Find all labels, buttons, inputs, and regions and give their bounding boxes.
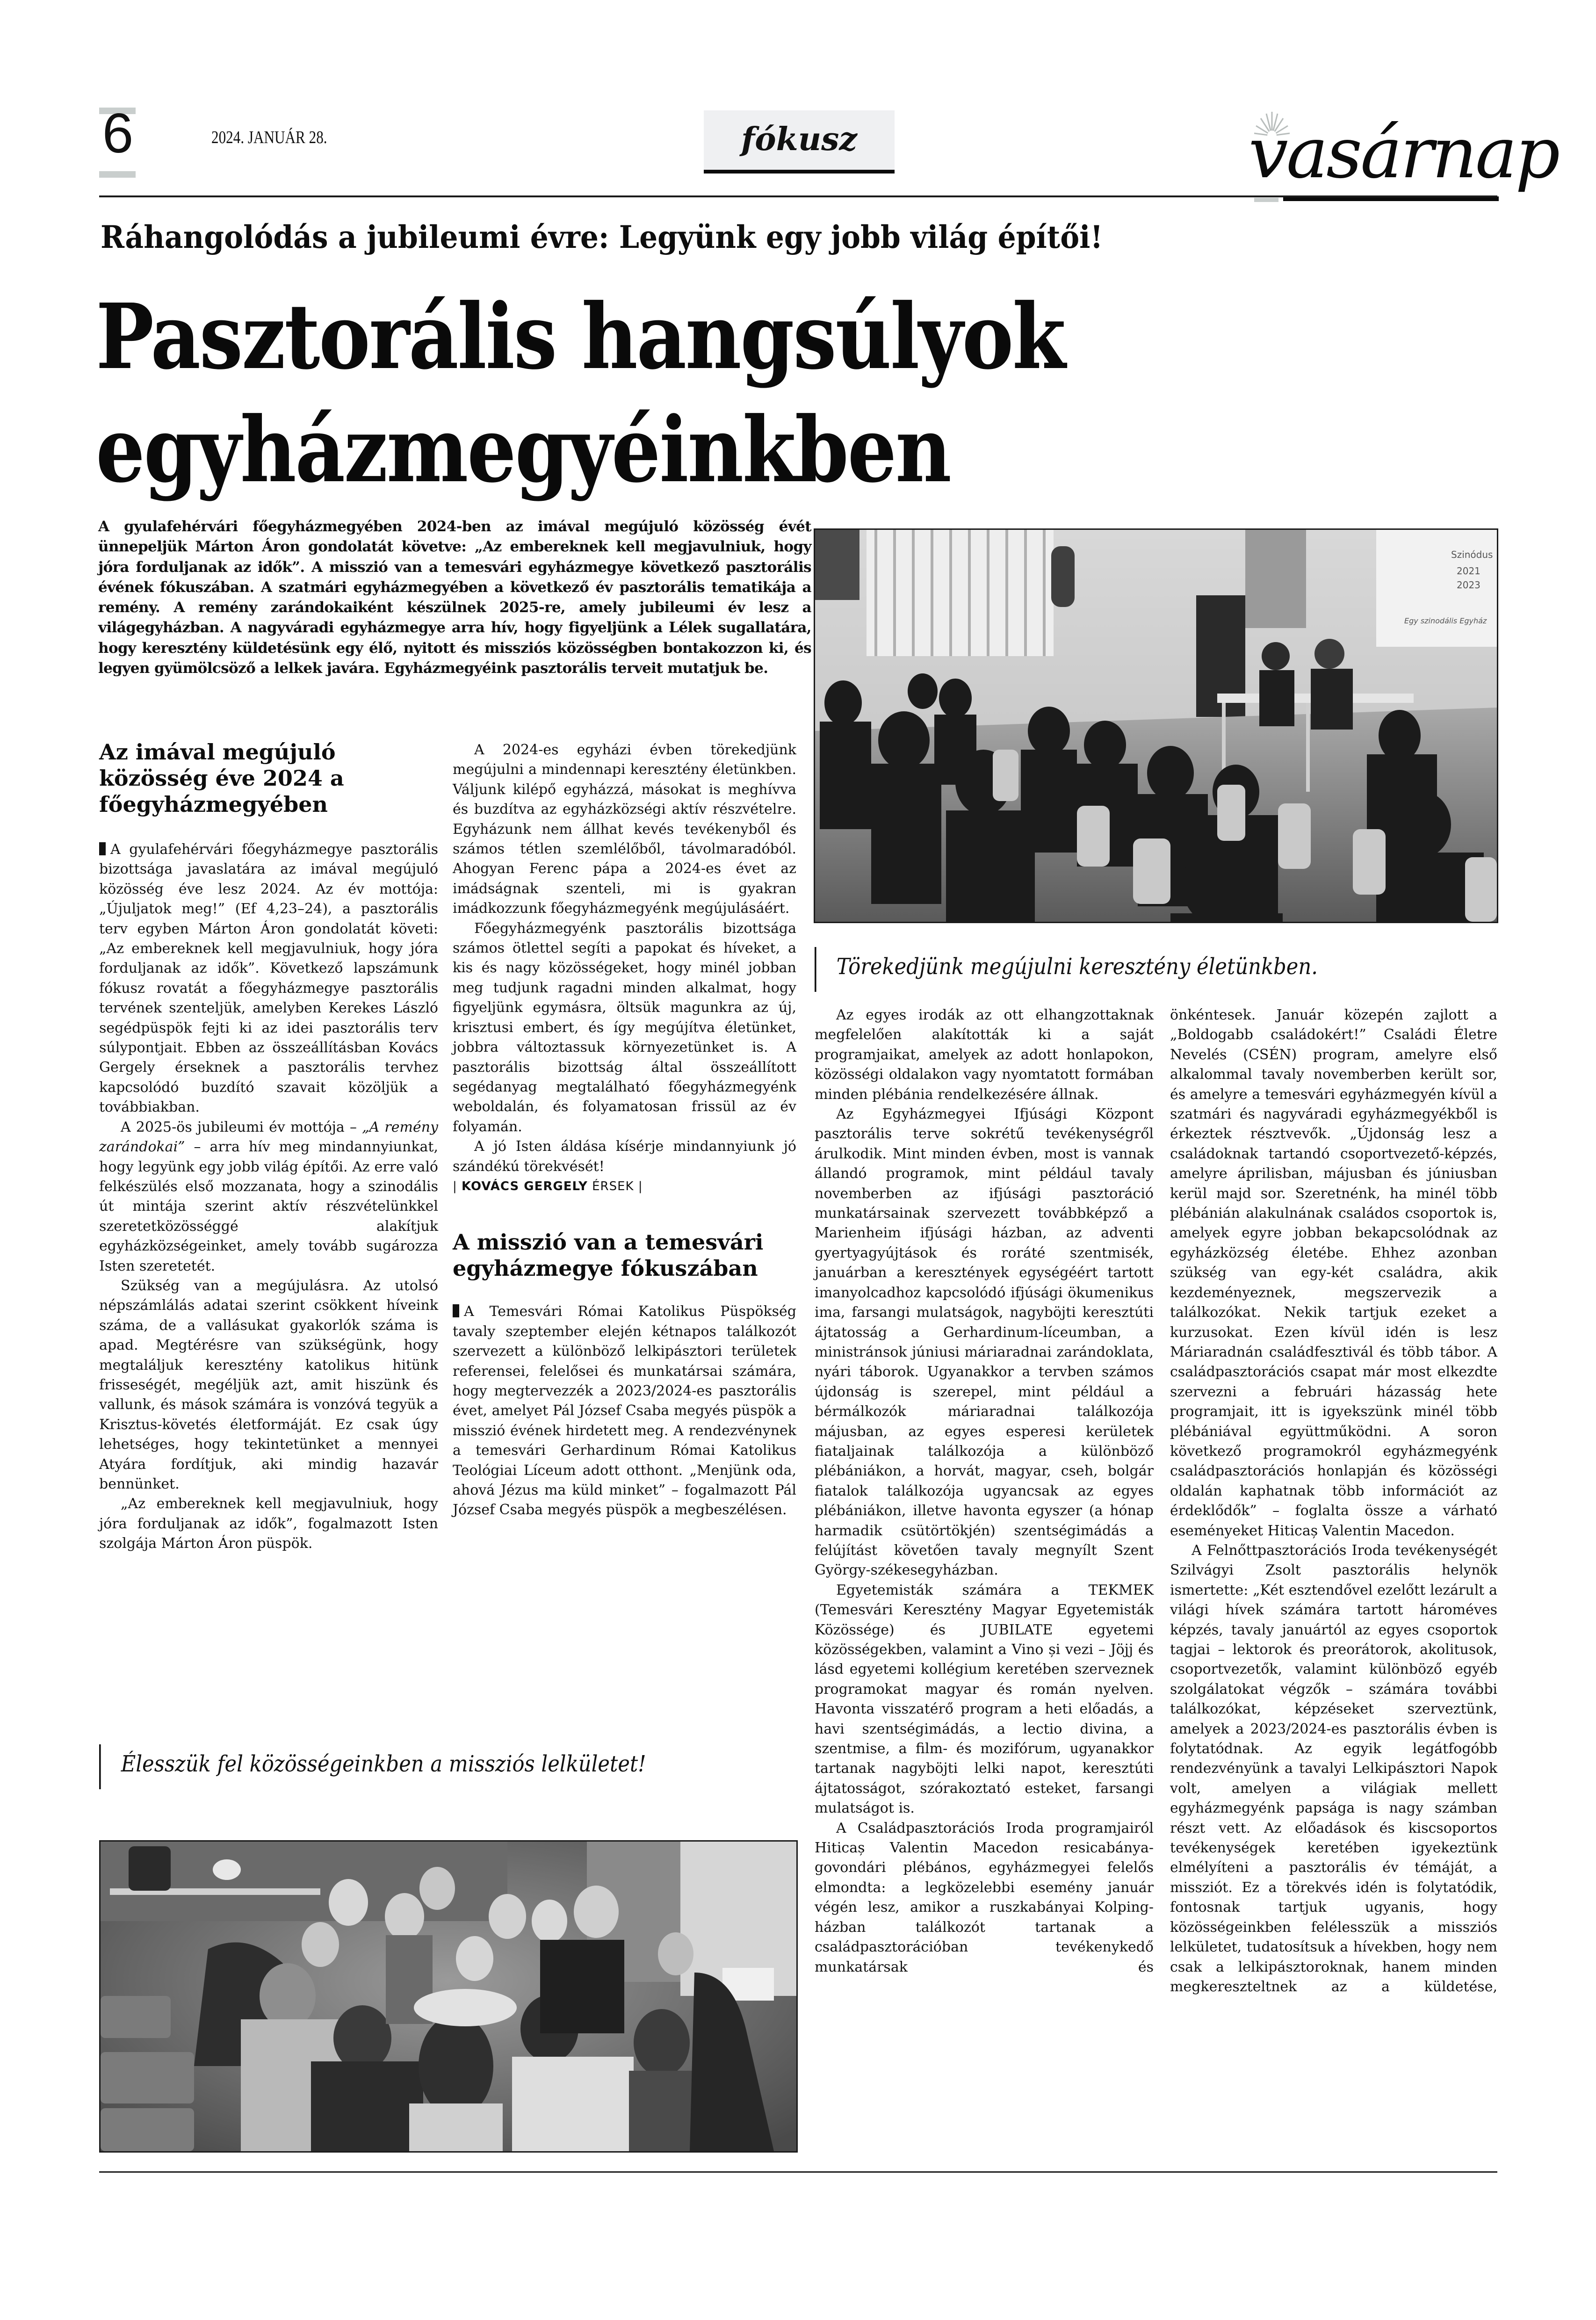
paragraph: Az egyes irodák az ott elhangzottaknak megfelelően alakították ki a saját programjaikat, amelyek az adott honlapokon, közösségi oldalakon vagy nyomtatott formában minden plébánia rendelkezésére állnak.: [815, 1007, 1154, 1103]
headline-line-1: Pasztorális hangsúlyok: [96, 284, 1065, 390]
publication-logo: [1244, 110, 1559, 203]
article-kicker: Ráhangolódás a jubileumi évre: Legyünk egy jobb világ építői!: [101, 219, 1103, 255]
logo-grey-bar: [1254, 198, 1278, 202]
headline-line-2: egyházmegyéinkben: [96, 398, 951, 503]
header-rule: [99, 195, 1497, 197]
paragraph-marker: [453, 1304, 459, 1317]
section-heading-temesvar: A misszió van a temesvári egyházmegye fókuszában: [453, 1229, 764, 1281]
paragraph: A Családpasztorációs Iroda programjairól Hiticaș Valentin Macedon resicabánya-govondári plébános, egyházmegyei felelős elmondta: a legközelebbi esemény január végén lesz, amikor a ruszkabányai Kolping-házban találkozót tartanak a családpasztorációban tevékenykedő munkatársak és: [815, 1820, 1154, 1975]
section-label: [704, 110, 895, 173]
paragraph-marker: [99, 842, 106, 855]
paragraph: Szükség van a megújulásra. Az utolsó népszámlálás adatai szerint csökkent híveink száma, de a vallásukat gyakorlók száma is apad. Megtérésre van szükségünk, hogy megtaláljuk keresztény katolikus hitünk frisseségét, megéljük azt, amit hiszünk és vallunk, és mások számára is vonzóvá tegyük a Krisztus-követés életformáját. Ez csak úgy lehetséges, hogy tekintetünket a mennyei Atyára fordítjuk, aki mindig hazavár bennünket.: [99, 1277, 438, 1492]
svg-text:Egy szinodális Egyház: Egy szinodális Egyház: [1404, 616, 1487, 625]
author-title: ÉRSEK: [592, 1179, 634, 1193]
column-3: [815, 1005, 1154, 1977]
paragraph: „Az embereknek kell megjavulniuk, hogy jóra forduljanak az idők”, fogalmazott Isten szolgája Márton Áron püspök.: [99, 1496, 438, 1552]
byline: | KOVÁCS GERGELY ÉRSEK |: [453, 1179, 643, 1193]
article-lead: A gyulafehérvári főegyházmegyében 2024-ben az imával megújuló közösség évét ünnepeljük Márton Áron gondolatát követve: „Az embereknek kell megjavulniuk, hogy jóra forduljanak az idők”. A misszió van a temesvári egyházmegye következő pasztorális évének fókuszában. A szatmári egyházmegyében a következő év pasztorális tematikája a remény. A remény zarándokaiként készülnek 2025-re, amely jubileumi év lesz a világegyházban. A nagyváradi egyházmegye arra hív, hogy figyeljünk a Lélek sugallatára, hogy keresztény küldetésünk egy élő, nyitott és missziós közösségben bontakozzon ki, és legyen gyümölcsöző a lelkek javára. Egyházmegyéink pasztorális terveit mutatjuk be.: [98, 518, 811, 677]
paragraph: A gyulafehérvári főegyházmegye pasztorális bizottsága javaslatára az imával megújuló közösség éve lesz 2024. Az év mottója: „Újuljatok meg!” (Ef 4,23–24), a pasztorális terv egyben Márton Áron gondolatát követi: „Az embereknek kell megjavulniuk, hogy jóra forduljanak az idők”. Következő lapszámunk fókusz rovatát a főegyházmegye pasztorális tervének szenteljük, amelyben Kerekes László segédpüspök fejti ki az idei pasztorális terv súlypontjait. Ebben az összeállításban Kovács Gergely érseknek a pasztorális tervhez kapcsolódó buzdító szavait közöljük a továbbiakban.: [99, 841, 438, 1116]
paragraph: A Felnőttpasztorációs Iroda tevékenységét Szilvágyi Zsolt pasztorális helynök ismertette: „Két esztendővel ezelőtt lezárult a világi hívek számára tartott hároméves képzés, tavaly januártól az egyes csoportok tagjai – lektorok és preorátorok, akolitusok, csoportvezetők, valamint különböző egyéb szolgálatokat végzők – számára további találkozókat, képzéseket szerveztünk, amelyek a 2023/2024-es pasztorális évben is folytatódnak. Az egyik legátfogóbb rendezvényünk a tavalyi Lelkipásztori Napok volt, amelyen a világiak mellett egyházmegyénk papsága is nagy számban részt vett. Az előadások és kiscsoportos tevékenységek keretében igyekeztünk elmélyíteni a pasztorális év témáját, a missziót. Ez a törekvés idén is folytatódik, fontosnak tartjuk ugyanis, hogy közösségeinkben felélesszük a missziós lelkületet, tudatosítsuk a hívekben, hogy nem csak a lelkipásztoroknak, hanem minden megkereszteltnek az a küldetése,: [1170, 1542, 1497, 1995]
motto-quote: „A remény zarándokai”: [99, 1119, 438, 1156]
article-headline: [96, 281, 1065, 507]
svg-text:Szinódus: Szinódus: [1451, 549, 1493, 560]
publication-name: vasárnap: [1249, 113, 1559, 194]
page-number-bar-bottom: [99, 171, 136, 178]
photo-community-group: [99, 1840, 798, 2153]
paragraph: Főegyházmegyénk pasztorális bizottsága számos ötlettel segíti a papokat és híveket, a kis és nagy közösségeket, hogy minél jobban meg tudjunk ragadni minden alkalmat, hogy figyeljünk egymásra, öltsük magunkra az új, krisztusi embert, és így megújítva életünket, jobbra változtassuk környezetünket is. A pasztorális bizottság által összeállított segédanyag megtalálható főegyházmegyénk weboldalán, és folyamatosan frissül az év folyamán.: [453, 920, 796, 1135]
paragraph: Egyetemisták számára a TEKMEK (Temesvári Keresztény Magyar Egyetemisták Közössége) és JUBILATE egyetemi közösségekben, valamint a Vino și vezi – Jöjj és lásd egyetemi kollégium keretében szerveznek programokat magyar és román nyelven. Havonta visszatérő program a heti előadás, a havi szentségimádás, a lectio divina, a szentmise, a film- és mozifórum, ugyanakkor tartanak nagyböjti lelki napot, keresztúti ájtatosságot, szórakoztató esteket, farsangi mulatságot is.: [815, 1582, 1154, 1817]
group-photo-illustration: [101, 1842, 796, 2151]
photo-caption-top: Törekedjünk megújulni keresztény életünkben.: [815, 947, 1318, 992]
issue-date: 2024. JANUÁR 28.: [211, 128, 327, 147]
photo-seminar-room: [814, 528, 1498, 923]
paragraph: A Temesvári Római Katolikus Püspökség tavaly szeptember elején kétnapos találkozót szervezett a különböző lelkipásztori területek referensei, felelősei és munkatársai számára, hogy megtervezzék a 2023/2024-es pasztorális évet, amelyet Pál József Csaba megyés püspök a misszió évének hirdetett meg. A rendezvénynek a temesvári Gerhardinum Római Katolikus Teológiai Líceum adott otthont. „Menjünk oda, ahová Jézus ma küld minket” – fogalmazott Pál József Csaba megyés püspök a megbeszélésen.: [453, 1303, 796, 1518]
page-number: 6: [102, 102, 134, 165]
column-2: [453, 740, 796, 1520]
section-heading-gyulafehervar: Az imával megújuló közösség éve 2024 a főegyházmegyében: [99, 739, 344, 817]
svg-text:2021: 2021: [1457, 565, 1480, 577]
column-1: [99, 739, 438, 1554]
section-label-text: fókusz: [741, 121, 858, 158]
paragraph: A 2025-ös jubileumi év mottója – „A remény zarándokai” – arra hív meg mindannyiunkat, hogy legyünk egy jobb világ építői. Az erre való felkészülés első mozzanata, hogy a szinodális út mintája szerint aktív részvételünkkel szeretetközösséggé alakítjuk egyházközségeinket, amely tovább sugározza Isten szeretetét.: [99, 1119, 438, 1274]
paragraph: Az Egyházmegyei Ifjúsági Központ pasztorális terve sokrétű tevékenységről árulkodik. Mint minden évben, most is vannak állandó programok, mint például tavaly novemberben az ifjúsági pasztoráció munkatársainak szervezett továbbképző a Marienheim ifjúsági házban, az adventi gyertyagyújtások és roráté szentmisék, januárban a keresztények egységéért tartott imanyolcadhoz kapcsolódó ifjúsági ökumenikus ima, farsangi mulatságok, nagyböjti keresztúti ájtatosság a Gerhardinum-líceumban, a ministránsok júniusi máriaradnai zarándoklata, nyári táborok. Ugyanakkor a tervben számos újdonság is szerepel, mint például a bérmálkozók máriaradnai találkozója májusban, az egyes esperesi kerületek fiataljainak találkozója a különböző plébániákon, a horvát, magyar, cseh, bolgár fiatalok találkozója ugyancsak az egyes plébániákon, illetve havonta egyszer (a hónap harmadik csütörtökjén) szentségimádás a felújítást követően tavaly megnyílt Szent György-székesegyházban.: [815, 1106, 1154, 1579]
author-name: KOVÁCS GERGELY: [462, 1179, 588, 1193]
footer-rule: [99, 2171, 1497, 2173]
paragraph: A jó Isten áldása kísérje mindannyiunk jó szándékú törekvését!: [453, 1138, 796, 1175]
photo-caption-bottom: Élesszük fel közösségeinkben a missziós lelkületet!: [99, 1744, 646, 1789]
seminar-photo-illustration: [815, 530, 1497, 922]
column-4: [1170, 1005, 1497, 1997]
svg-text:2023: 2023: [1457, 579, 1480, 591]
paragraph: A 2024-es egyházi évben törekedjünk megújulni a mindennapi keresztény életünkben. Váljunk kilépő egyházzá, másokat is meghívva és buzdítva az egyházközségi aktív részvételre. Egyházunk nem állhat kevés tevékenyből és számos tétlen szemlélőből, távolmaradóból. Ahogyan Ferenc pápa a 2024-es évet az imádságnak szenteli, mi is gyakran imádkozzunk főegyházmegyénk megújulásáért.: [453, 742, 796, 917]
paragraph: önkéntesek. Január közepén zajlott a „Boldogabb családokért!” Családi Életre Nevelés (CSÉN) program, amelyre első alkalommal tavaly novemberben került sor, és amelyre a temesvári egyházmegyén kívül a szatmári és nagyváradi egyházmegyékből is érkeztek résztvevők. „Újdonság lesz a családoknak tartandó csoportvezető-képzés, amelyre áprilisban, májusban és júniusban kerül majd sor. Szeretnénk, ha minél több plébánián alakulnának családos csoportok is, amelyek egyre jobban bekapcsolódnak az egyházközség életébe. Ehhez azonban szükség van egy-két családra, akik kezdeményeznek, megszervezik a találkozókat. Nekik tartjuk ezeket a kurzusokat. Ezen kívül idén is lesz Máriaradnán családfesztivál és több tábor. A családpasztorációs csapat már most elkezdte szervezni a februári házasság hete programjait, itt is igyekszünk minél több plébániával együttműködni. A soron következő programokról egyházmegyénk családpasztorációs honlapján és közösségi oldalán kaphatnak több információt az érdeklődők” – foglalta össze a várható eseményeket Hiticaș Valentin Macedon.: [1170, 1007, 1497, 1539]
